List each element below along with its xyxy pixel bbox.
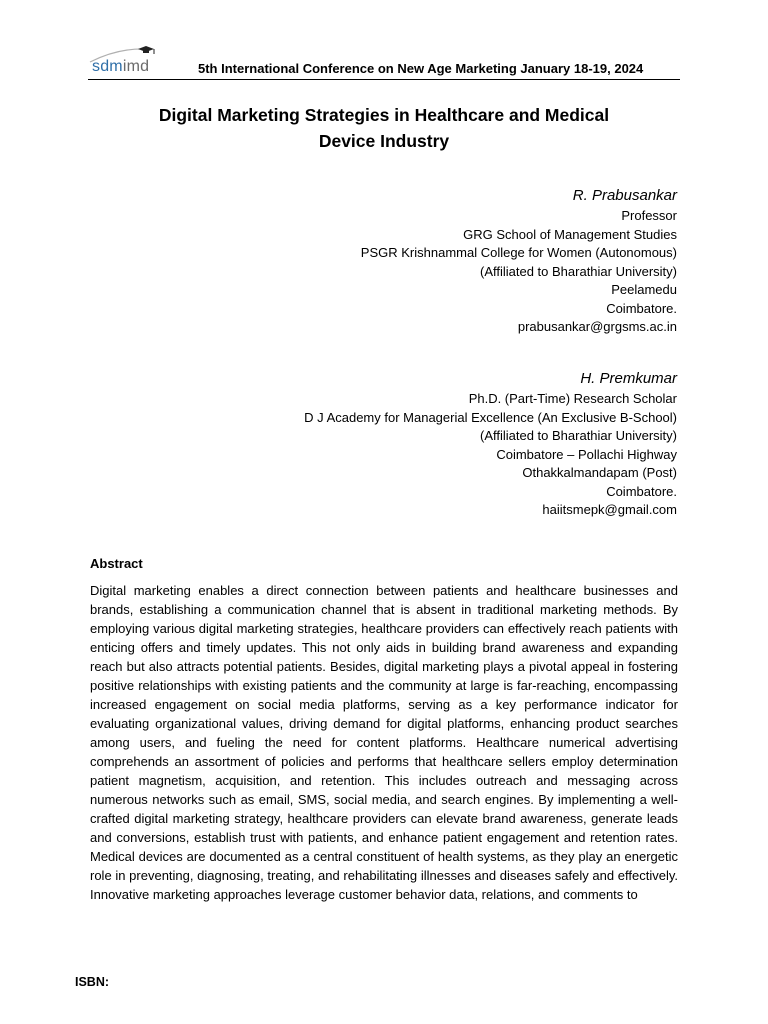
author-email: haiitsmepk@gmail.com bbox=[542, 502, 677, 517]
author-affiliation-line: (Affiliated to Bharathiar University) bbox=[479, 428, 677, 443]
author-email: prabusankar@grgsms.ac.in bbox=[517, 319, 677, 334]
sdmimd-logo bbox=[88, 44, 170, 80]
author-name: H. Premkumar bbox=[580, 370, 677, 387]
abstract-body: Digital marketing enables a direct connection between patients and healthcare businesses and brands, establishing a communication channel that is absent in traditional marketing methods. By employing various digital marketing strategies, healthcare providers can effectively reach patients with enticing offers and timely updates. This not only aids in building brand awareness and expanding reach but also attracts potential patients. Besides, digital marketing plays a pivotal appeal in fostering positive relationships with existing patients and the community at large is far-reaching, encompassing increased engagement on social media platforms, serving as a key performance indicator for evaluating organizational values, driving demand for digital platforms, enhancing product searches among users, and fueling the need for content platforms. Healthcare numerical advertising comprehends an assortment of policies and performs that healthcare sellers employ determination patient magnetism, acquisition, and retention. This includes outreach and messaging across numerous networks such as email, SMS, social media, and search engines. By implementing a well-crafted digital marketing strategy, healthcare providers can elevate brand awareness, generate leads and conversions, establish trust with patients, and enhance patient engagement and retention rates. Medical devices are documented as a central constituent of health systems, as they play an energetic role in preventing, diagnosing, treating, and rehabilitating illnesses and diseases safely and effectively. Innovative marketing approaches leverage customer behavior data, relations, and comments to bbox=[90, 583, 678, 902]
author-affiliation-line: PSGR Krishnammal College for Women (Autonomous) bbox=[360, 245, 677, 260]
author-affiliation-line: (Affiliated to Bharathiar University) bbox=[479, 263, 677, 279]
author-affiliation-line: Ph.D. (Part-Time) Research Scholar bbox=[468, 391, 677, 406]
page-header bbox=[88, 44, 680, 80]
header-rule bbox=[88, 79, 680, 80]
isbn-footer: ISBN: bbox=[75, 975, 110, 989]
conference-title: 5th International Conference on New Age Marketing January 18-19, 2024 bbox=[198, 61, 644, 76]
paper-title-line-2: Device Industry bbox=[318, 131, 450, 151]
paper-title bbox=[120, 102, 648, 154]
author-affiliation-line: Coimbatore. bbox=[606, 300, 677, 316]
author-affiliation-line: GRG School of Management Studies bbox=[463, 226, 677, 242]
abstract-heading: Abstract bbox=[90, 556, 143, 571]
logo-wordmark: sdmimd bbox=[92, 58, 150, 75]
author-name: R. Prabusankar bbox=[572, 187, 677, 204]
author-affiliation-line: Coimbatore. bbox=[606, 483, 677, 499]
author-block-2 bbox=[304, 369, 677, 520]
author-affiliation-line: Professor bbox=[621, 208, 677, 223]
author-affiliation-line: Coimbatore – Pollachi Highway bbox=[496, 446, 677, 462]
author-affiliation-line: Othakkalmandapam (Post) bbox=[522, 465, 677, 480]
author-affiliation-line: Peelamedu bbox=[611, 282, 677, 297]
author-block-1 bbox=[361, 186, 677, 337]
author-affiliation-line: D J Academy for Managerial Excellence (An Exclusive B-School) bbox=[304, 409, 677, 425]
paper-title-line-1: Digital Marketing Strategies in Healthcare and Medical bbox=[158, 105, 610, 125]
